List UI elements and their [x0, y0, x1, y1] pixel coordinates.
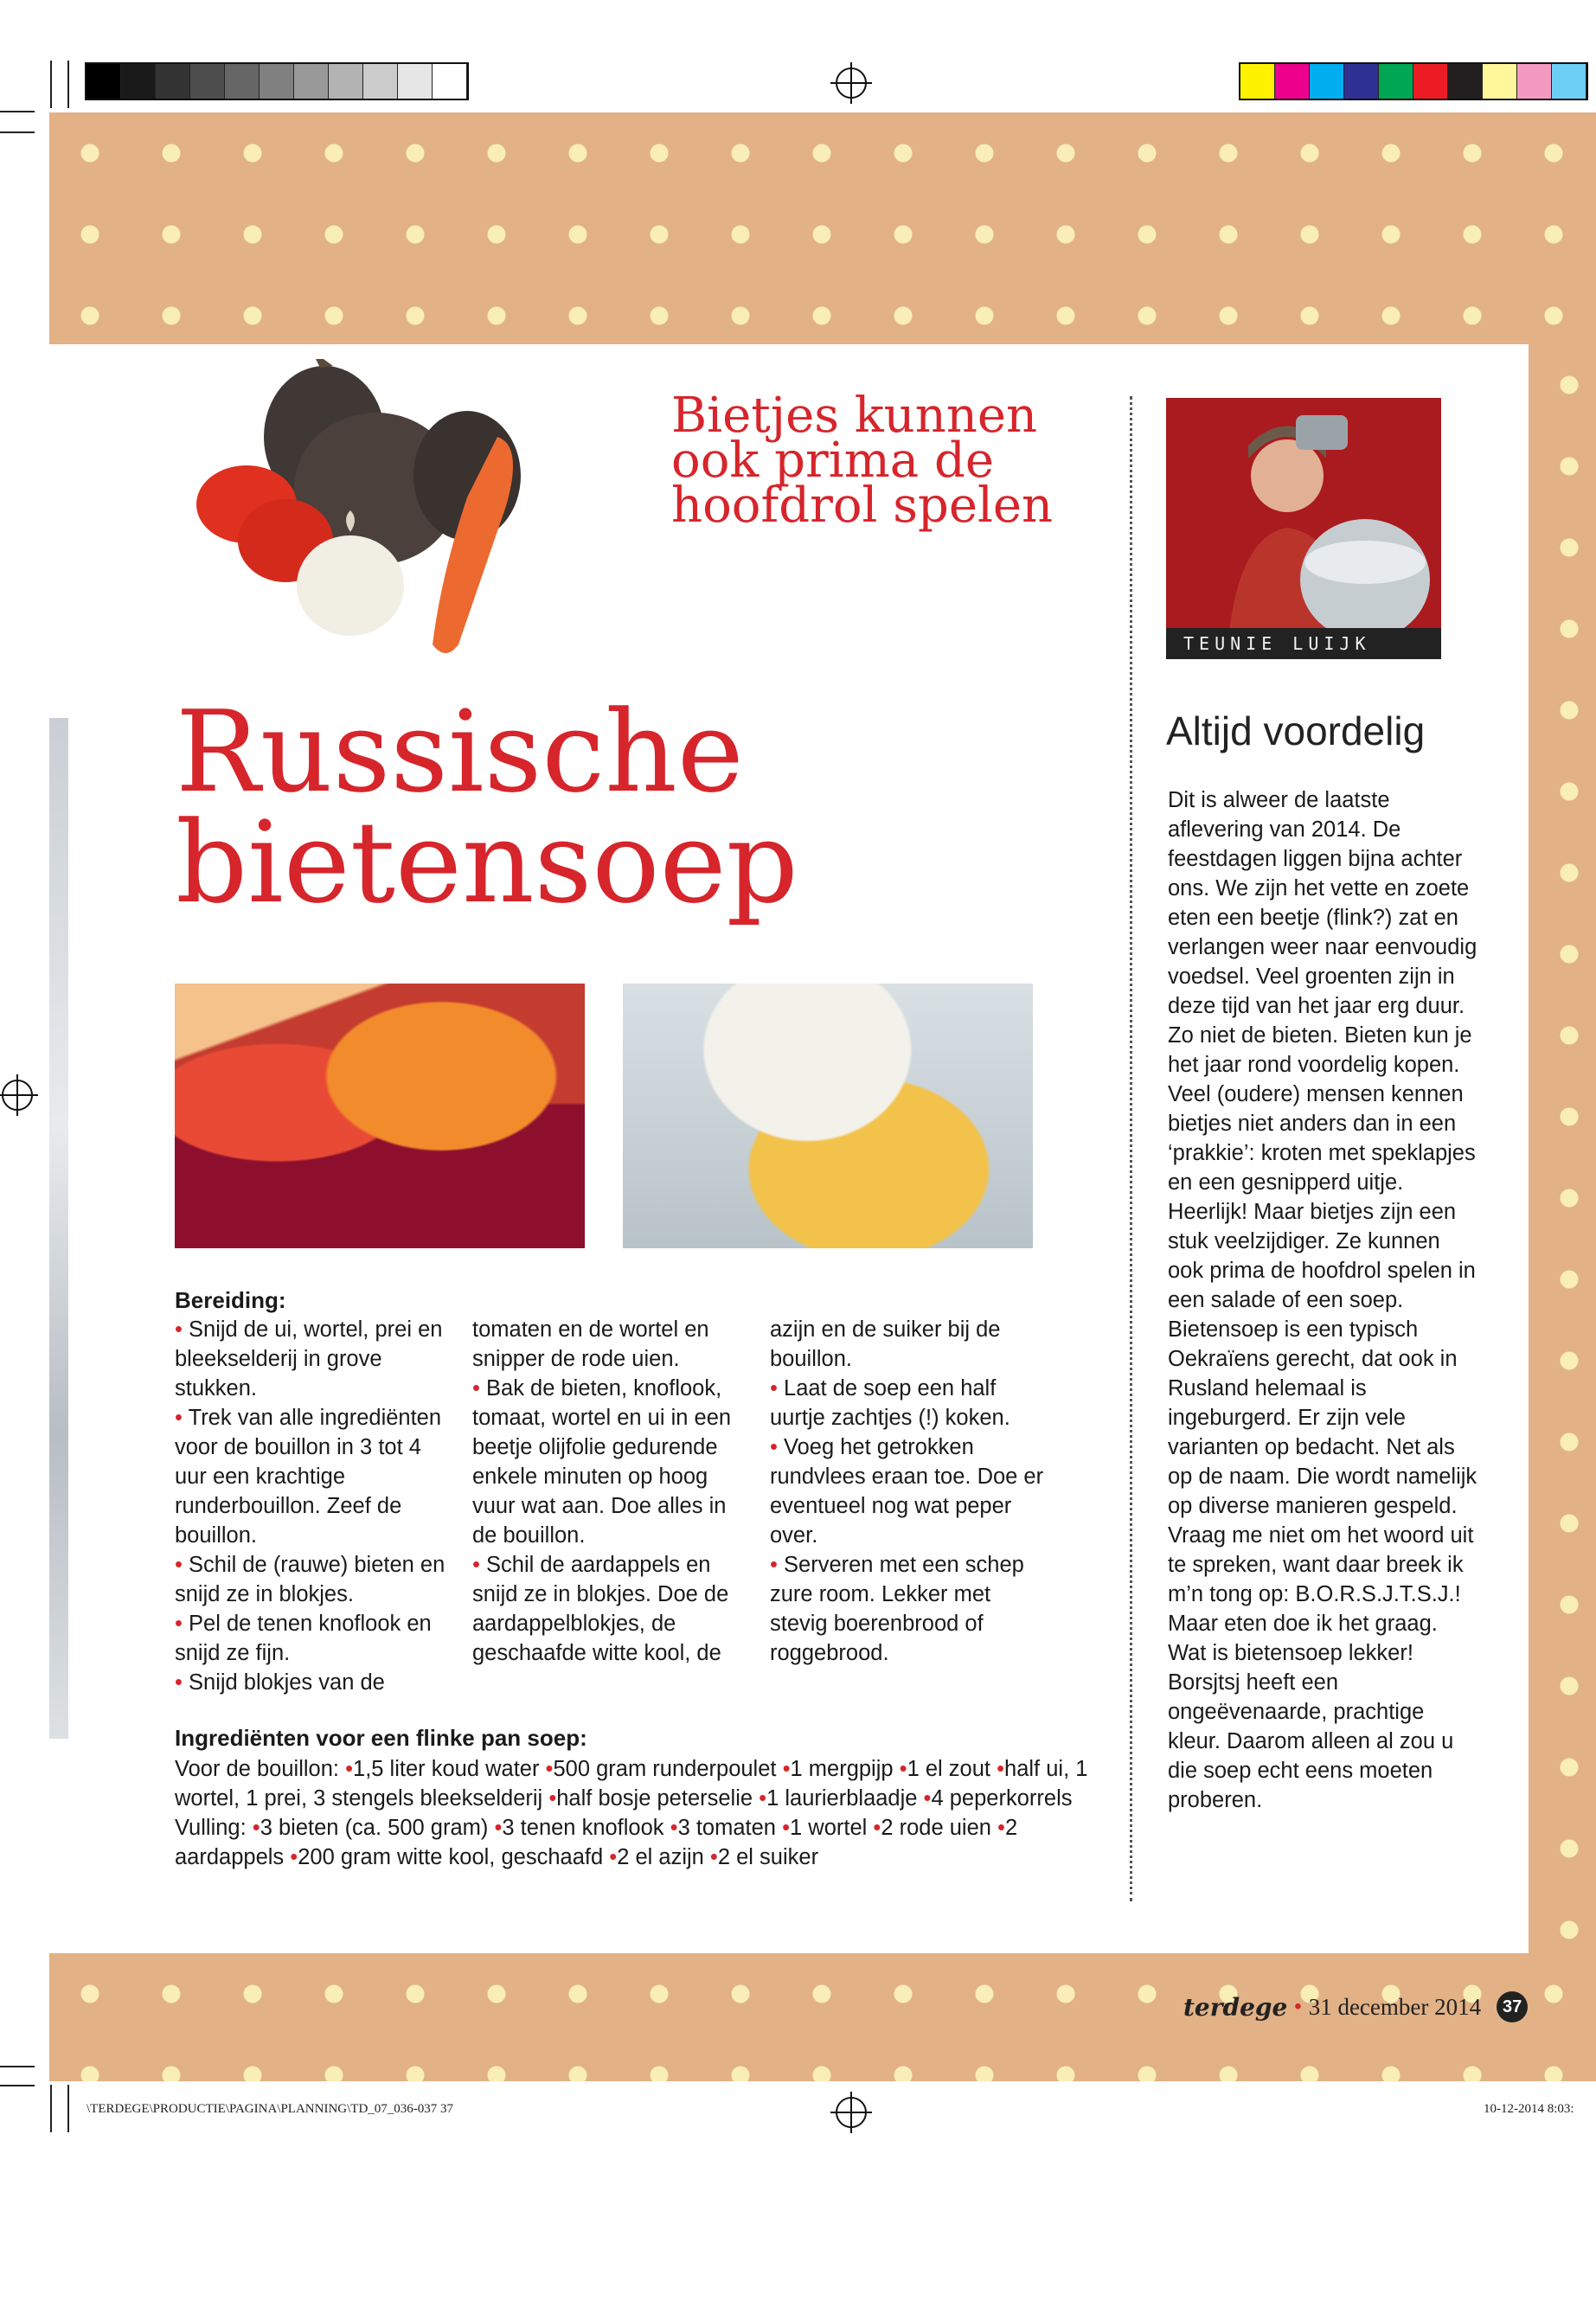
method-column-2 [472, 1315, 749, 1668]
ingredient-item: • 1 mergpijp [783, 1757, 900, 1781]
method-column-3 [770, 1315, 1047, 1668]
footer-bullet: • [1294, 1995, 1302, 2018]
crop-mark [50, 61, 52, 108]
bouillon-prefix: Voor de bouillon: [175, 1757, 339, 1781]
ingredient-item: • 500 gram runderpoulet [546, 1757, 783, 1781]
method-step: • Schil de (rauwe) bieten en snijd ze in blokjes. [175, 1553, 445, 1606]
ingredient-item: • half ui, 1 wortel, 1 prei, 3 stengels bleekselderij [175, 1757, 1087, 1811]
method-column-1 [175, 1315, 452, 1697]
ingredient-item: • 3 bieten (ca. 500 gram) [253, 1816, 495, 1840]
vulling-items [175, 1816, 1017, 1869]
method-step: • Laat de soep een half uurtje zachtjes (!) koken. [770, 1376, 1010, 1430]
bullet-icon: • [472, 1376, 487, 1400]
method-step: • Trek van alle ingrediënten voor de bouillon in 3 tot 4 uur een krachtige runderbouillon. Zeef de bouillon. [175, 1406, 442, 1548]
color-swatch [156, 64, 190, 99]
crop-mark [0, 131, 35, 133]
crop-mark [0, 2085, 35, 2086]
crop-mark [50, 2085, 52, 2132]
ingredient-item: • 1 wortel [782, 1816, 873, 1840]
color-swatch [260, 64, 294, 99]
bullet-icon: • [770, 1553, 785, 1577]
page-footer [1183, 1988, 1528, 2026]
ingredients-list [175, 1754, 1092, 1872]
color-swatch [190, 64, 225, 99]
color-swatch [1552, 64, 1586, 99]
ingredient-item: • 3 tenen knoflook [494, 1816, 670, 1840]
bullet-icon: • [472, 1553, 487, 1577]
author-name-tag: TEUNIE LUIJK [1166, 628, 1441, 659]
crop-mark [0, 111, 35, 112]
method-step: • Pel de tenen knoflook en snijd ze fijn. [175, 1612, 432, 1665]
crop-mark [67, 61, 69, 108]
color-swatch [121, 64, 156, 99]
page-number: 37 [1497, 1991, 1528, 2022]
color-swatch [398, 64, 433, 99]
bullet-icon: • [770, 1435, 785, 1459]
ingredient-item: • 3 tomaten [670, 1816, 782, 1840]
ingredient-item: • half bosje peterselie [548, 1786, 759, 1811]
grayscale-color-bar [85, 62, 469, 100]
color-swatch [1310, 64, 1344, 99]
method-step: azijn en de suiker bij de bouillon. [770, 1317, 1001, 1371]
registration-mark-icon [2, 1080, 33, 1111]
color-swatch [1379, 64, 1413, 99]
cabbage-potatoes-photo [623, 984, 1033, 1248]
ingredient-item: • 1,5 liter koud water [345, 1757, 545, 1781]
color-swatch [87, 64, 121, 99]
method-step: • Voeg het getrokken rundvlees eraan toe. Doe er eventueel nog wat peper over. [770, 1435, 1044, 1548]
registration-mark-icon [836, 2097, 867, 2128]
author-portrait [1166, 398, 1441, 657]
print-timestamp: 10-12-2014 8:03: [1484, 2102, 1574, 2116]
color-swatch [1517, 64, 1552, 99]
article-subhead: Bietjes kunnen ook prima de hoofdrol spelen [671, 388, 1054, 534]
polka-dot-band-top [49, 112, 1596, 344]
issue-date: 31 december 2014 [1308, 1993, 1482, 2020]
vegetables-image [182, 359, 640, 666]
bullet-icon: • [175, 1670, 189, 1695]
ingredient-item: • 1 el zout [900, 1757, 997, 1781]
method-step: • Snijd blokjes van de [175, 1670, 385, 1695]
method-step: • Bak de bieten, knoflook, tomaat, wortel en ui in een beetje olijfolie gedurende enkele minuten op hoog vuur wat aan. Doe alles in de bouillon. [472, 1376, 732, 1548]
color-swatch [363, 64, 398, 99]
method-step: • Serveren met een schep zure room. Lekker met stevig boerenbrood of roggebrood. [770, 1553, 1024, 1665]
spread-edge-strip [49, 718, 68, 1739]
method-heading: Bereiding: [175, 1287, 286, 1313]
ingredients-heading: Ingrediënten voor een flinke pan soep: [175, 1725, 587, 1751]
cmyk-color-bar [1239, 62, 1588, 100]
column-title: Altijd voordelig [1166, 708, 1426, 753]
color-swatch [329, 64, 363, 99]
color-swatch [1344, 64, 1379, 99]
color-swatch [1483, 64, 1517, 99]
crop-mark [67, 2085, 69, 2132]
polka-dot-band-right [1529, 344, 1596, 1953]
registration-mark-icon [836, 67, 867, 99]
method-step: • Snijd de ui, wortel, prei en bleekselderij in grove stukken. [175, 1317, 443, 1400]
bullet-icon: • [175, 1612, 189, 1636]
ingredient-item: • 2 rode uien [873, 1816, 997, 1840]
chopped-vegetables-photo [175, 984, 585, 1248]
ingredient-item: • 4 peperkorrels [924, 1786, 1073, 1811]
ingredient-item: • 1 laurierblaadje [759, 1786, 923, 1811]
bullet-icon: • [175, 1317, 189, 1342]
ingredient-item: • 2 el suiker [710, 1845, 818, 1869]
file-path-slug: \TERDEGE\PRODUCTIE\PAGINA\PLANNING\TD_07_036-037 37 [87, 2102, 454, 2116]
bullet-icon: • [770, 1376, 785, 1400]
color-swatch [1448, 64, 1483, 99]
color-swatch [1413, 64, 1448, 99]
ingredient-item: • 2 el azijn [609, 1845, 710, 1869]
vulling-prefix: Vulling: [175, 1816, 247, 1840]
color-swatch [225, 64, 260, 99]
ingredient-item: • 200 gram witte kool, geschaafd [290, 1845, 609, 1869]
ingredient-item: • 2 aardappels [175, 1816, 1017, 1869]
method-step: • Schil de aardappels en snijd ze in blokjes. Doe de aardappelblokjes, de geschaafde witte kool, de [472, 1553, 729, 1665]
color-swatch [1240, 64, 1275, 99]
magazine-brand: terdege [1183, 1992, 1288, 2022]
bullet-icon: • [175, 1553, 189, 1577]
column-body [1168, 785, 1479, 1815]
bullet-icon: • [175, 1406, 189, 1430]
color-swatch [433, 64, 467, 99]
article-title: Russische bietensoep [176, 686, 798, 928]
column-paragraph: Dit is alweer de laatste aflevering van 2014. De feestdagen liggen bijna achter ons. We zijn het vette en zoete eten een beetje (flink?) zat en verlangen weer naar eenvoudig voedsel. Veel groenten zijn in deze tijd van het jaar erg duur. Zo niet de bieten. Bieten kun je het jaar rond voordelig kopen. Veel (oudere) mensen kennen bietjes niet anders dan in een ‘prakkie’: kroten met speklapjes en een gesnipperd uitje. Heerlijk! Maar bietjes zijn een stuk veelzijdiger. Ze kunnen ook prima de hoofdrol spelen in een salade of een soep. Bietensoep is een typisch Oekraïens gerecht, dat ook in Rusland helemaal is ingeburgerd. Er zijn vele varianten op bedacht. Net als op de naam. Die wordt namelijk op diverse manieren gespeld. Vraag me niet om het woord uit te spreken, want daar breek ik m’n tong op: B.O.R.S.J.T.S.J.! Maar eten doe ik het graag. Wat is bietensoep lekker! Borsjtsj heeft een ongeëvenaarde, prachtige kleur. Daarom alleen al zou u die soep echt eens moeten proberen. [1168, 788, 1477, 1812]
dotted-column-divider [1130, 396, 1132, 1901]
method-step: tomaten en de wortel en snipper de rode uien. [472, 1317, 709, 1371]
color-swatch [1275, 64, 1310, 99]
crop-mark [0, 2066, 35, 2067]
color-swatch [294, 64, 329, 99]
